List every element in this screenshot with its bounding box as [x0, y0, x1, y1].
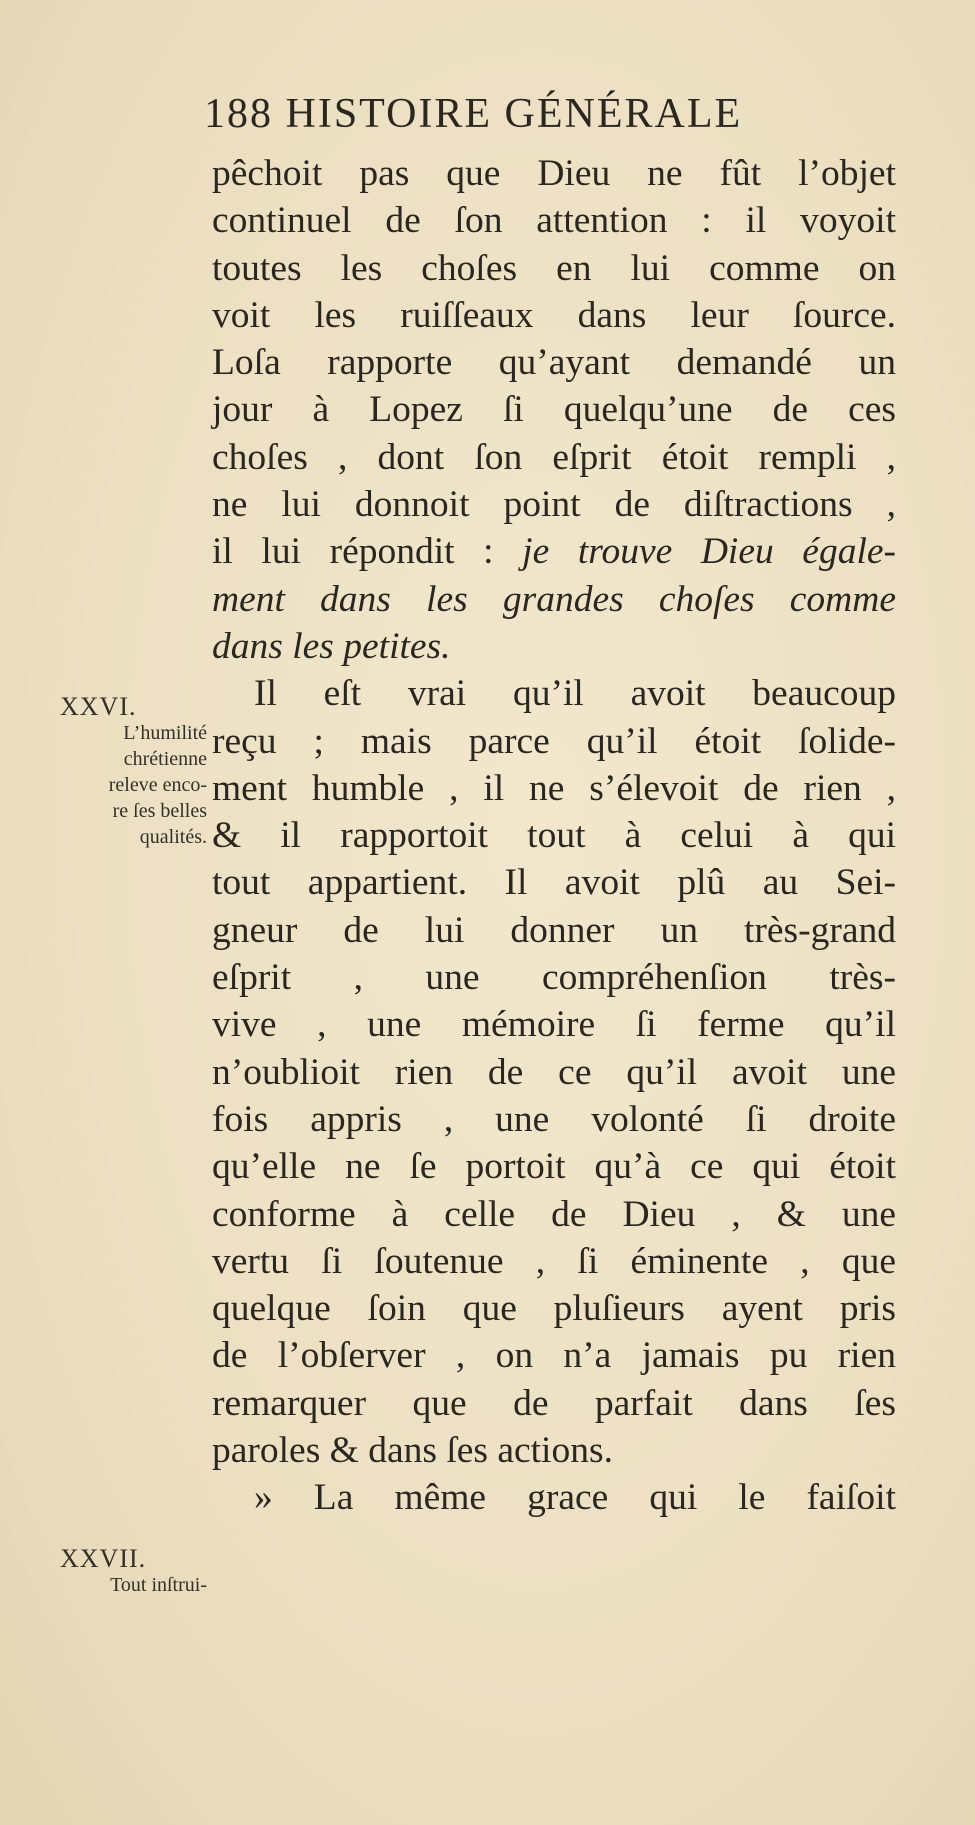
text-line: vertu ſi ſoutenue , ſi éminente , que	[212, 1240, 896, 1282]
text-line: choſes , dont ſon eſprit étoit rempli ,	[212, 436, 896, 478]
text-line: vive , une mémoire ſi ferme qu’il	[212, 1004, 896, 1046]
margin-note-line: L’humilité	[123, 722, 207, 744]
text-line: continuel de ſon attention : il voyoit	[212, 200, 896, 242]
margin-section-number: XXVII.	[60, 1544, 147, 1573]
text-line: pêchoit pas que Dieu ne fût l’objet	[212, 153, 896, 194]
page-header-title: 188 HISTOIRE GÉNÉRALE	[204, 91, 743, 137]
margin-note-xxvi	[22, 694, 207, 850]
margin-section-number: XXVI.	[60, 692, 137, 721]
text-line: jour à Lopez ſi quelqu’une de ces	[212, 389, 896, 431]
text-run-roman: il lui répondit :	[212, 531, 523, 573]
text-line: Loſa rapporte qu’ayant demandé un	[212, 342, 896, 384]
text-line	[212, 528, 896, 575]
margin-note-line: re ſes belles	[112, 800, 207, 822]
text-line: fois appris , une volonté ſi droite	[212, 1098, 896, 1140]
text-line: de l’obſerver , on n’a jamais pu rien	[212, 1335, 896, 1377]
text-line: quelque ſoin que pluſieurs ayent pris	[212, 1288, 896, 1330]
margin-note-xxvii	[22, 1546, 207, 1598]
text-line: reçu ; mais parce qu’il étoit ſolide-	[212, 720, 896, 762]
text-line: & il rapportoit tout à celui à qui	[212, 815, 896, 857]
text-line: ment humble , il ne s’élevoit de rien ,	[212, 767, 896, 809]
text-line: toutes les choſes en lui comme on	[212, 247, 896, 289]
margin-note-line: releve enco-	[108, 774, 207, 796]
text-line: ne lui donnoit point de diſtractions ,	[212, 484, 896, 526]
text-run-italic: je trouve Dieu égale-	[522, 531, 896, 573]
margin-note-line: qualités.	[139, 826, 207, 848]
margin-note-line: chrétienne	[123, 748, 207, 770]
margin-note-line: Tout inſtrui-	[110, 1574, 207, 1596]
text-line: ment dans les grandes choſes comme	[212, 578, 896, 620]
text-line: gneur de lui donner un très-grand	[212, 909, 896, 951]
text-line: remarquer que de parfait dans ſes	[212, 1382, 896, 1424]
body-text	[212, 150, 896, 1522]
running-header	[204, 90, 854, 150]
text-line: dans les petites.	[212, 625, 451, 667]
text-line: tout appartient. Il avoit plû au Sei-	[212, 862, 896, 904]
text-line: voit les ruiſſeaux dans leur ſource.	[212, 294, 896, 336]
text-line: » La même grace qui le faiſoit	[254, 1477, 896, 1519]
text-line: n’oublioit rien de ce qu’il avoit une	[212, 1051, 896, 1093]
text-line: Il eſt vrai qu’il avoit beaucoup	[254, 673, 896, 715]
text-line: paroles & dans ſes actions.	[212, 1430, 613, 1472]
text-line: qu’elle ne ſe portoit qu’à ce qui étoit	[212, 1146, 896, 1188]
text-line: eſprit , une compréhenſion très-	[212, 957, 896, 999]
text-line: conforme à celle de Dieu , & une	[212, 1193, 896, 1235]
